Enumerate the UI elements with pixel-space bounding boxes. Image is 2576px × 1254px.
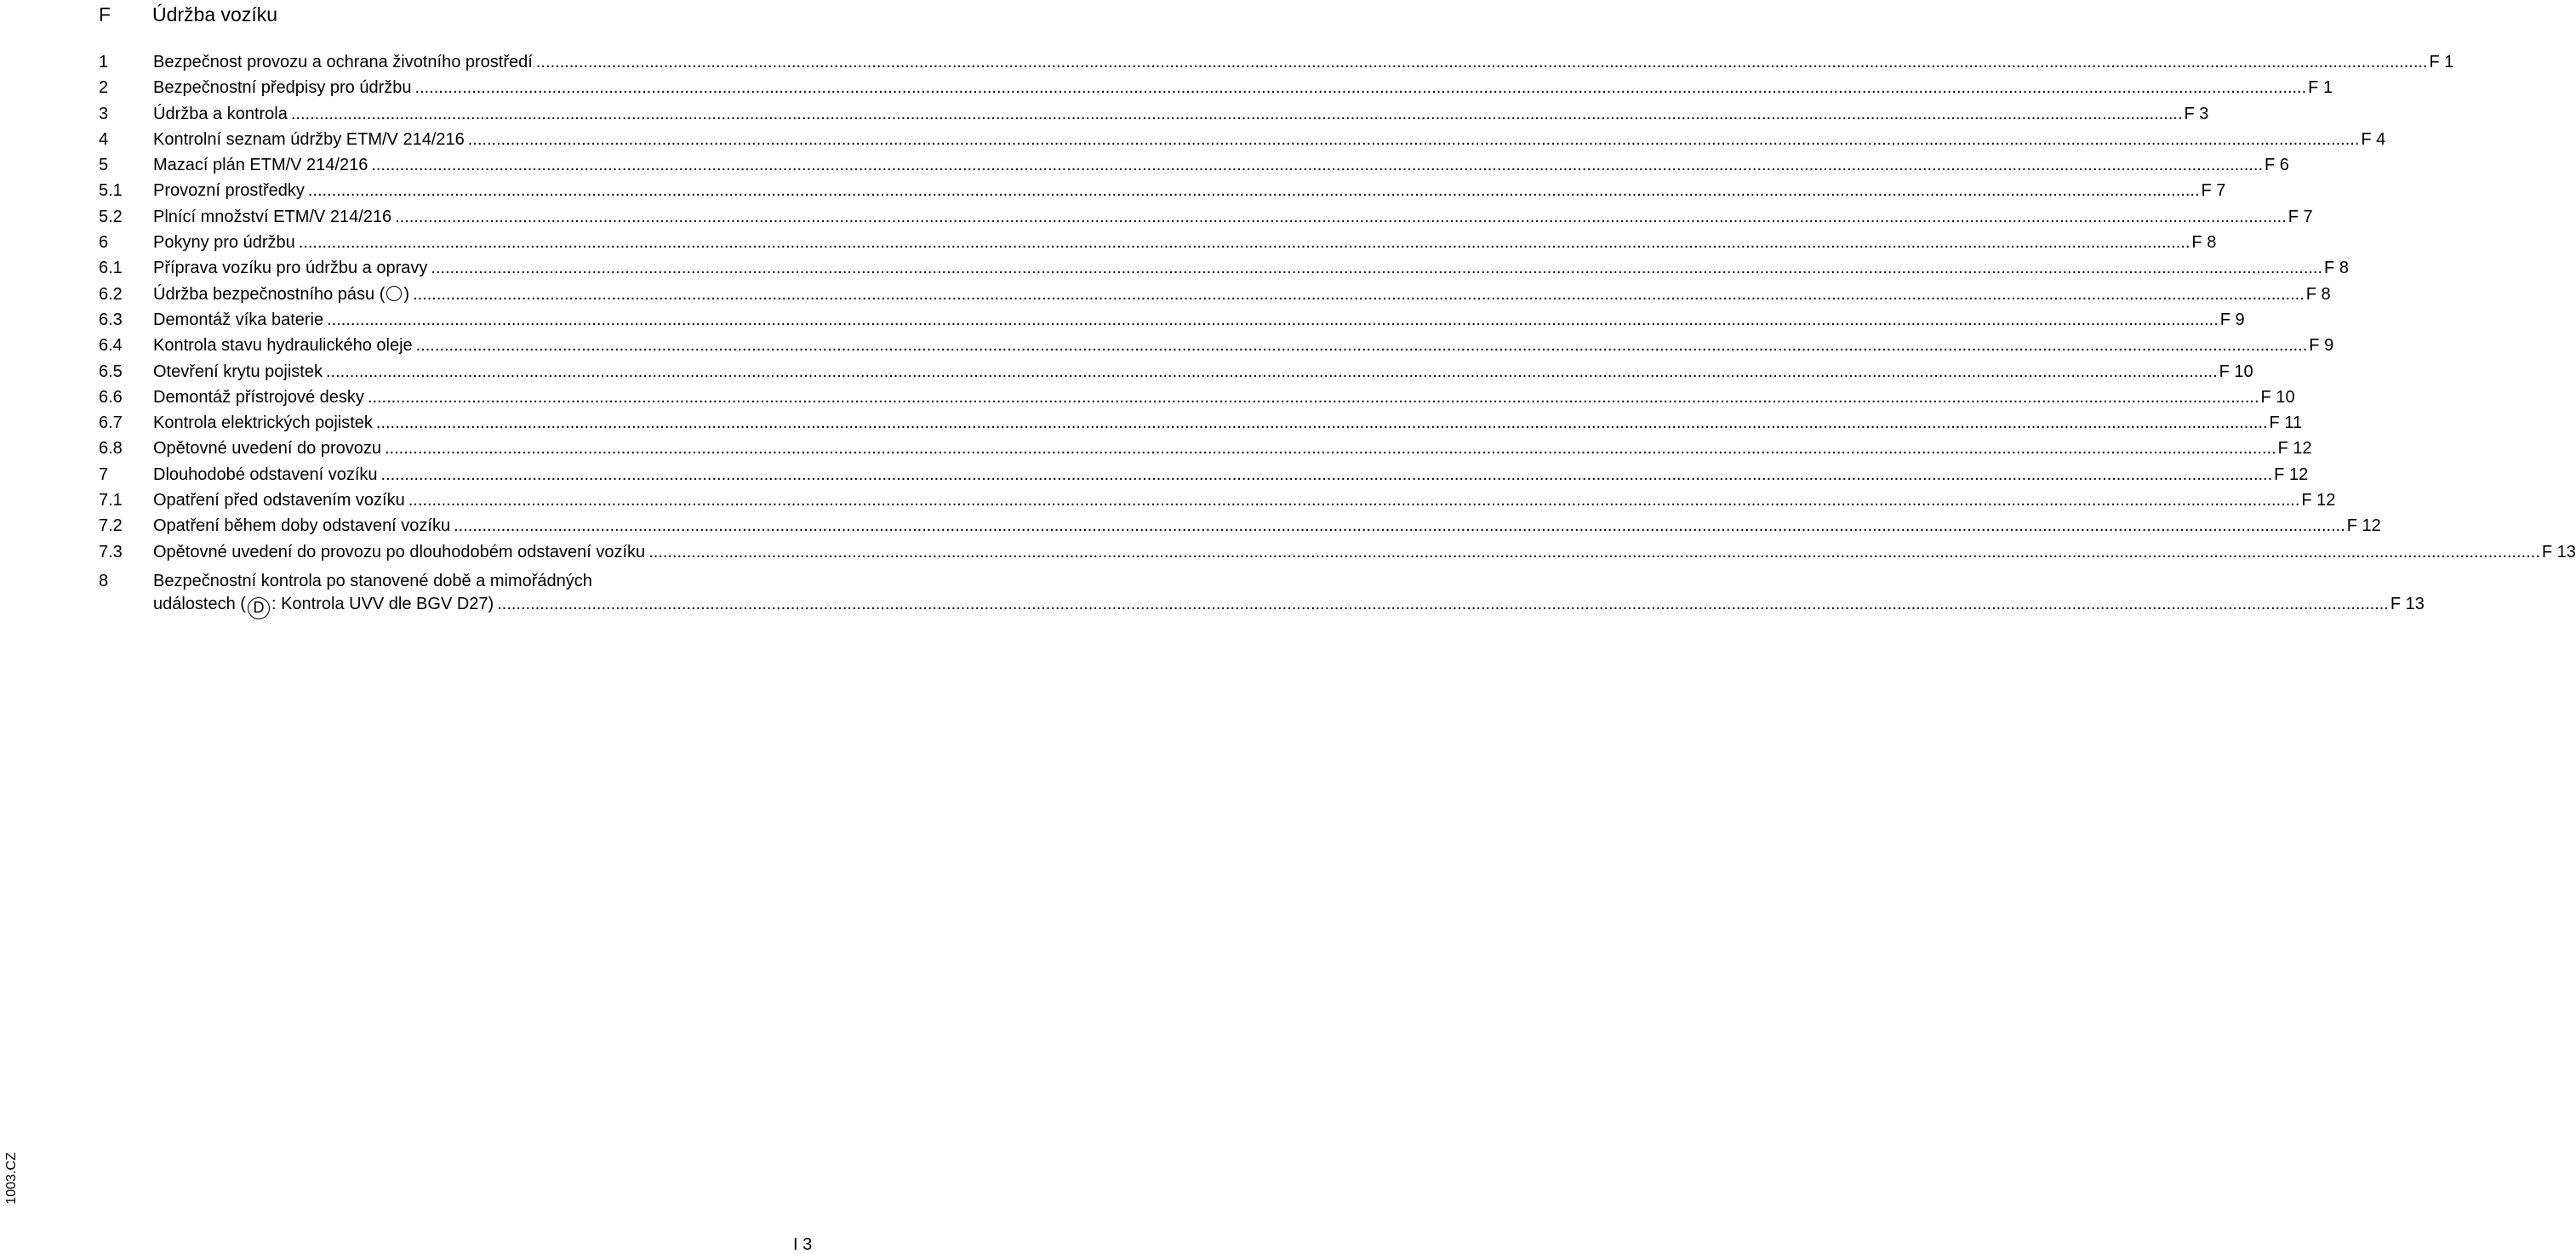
toc-entry-title-text: Otevření krytu pojistek: [153, 362, 323, 381]
toc-entry[interactable]: [0, 410, 2303, 436]
toc-entry-number: 4: [99, 129, 109, 149]
country-circle-icon: D: [248, 597, 270, 619]
toc-entry-title-text: Demontáž přístrojové desky: [153, 387, 364, 407]
toc-entry-title: [153, 334, 413, 356]
toc-entry-title-text: událostech (: [153, 594, 246, 613]
toc-entry[interactable]: [0, 565, 2425, 616]
toc-entry-title-text: Demontáž víka baterie: [153, 310, 324, 329]
toc-entry[interactable]: [0, 255, 2349, 281]
toc-entry-number: 1: [99, 53, 109, 71]
toc-entry-page: F 13: [2541, 542, 2576, 561]
document-code: [0, 1153, 24, 1204]
dot-leader: ................................................................................................................................................................................................................................................................................................................................................................................................................: [380, 465, 2273, 484]
toc-entry-number: 6.6: [99, 387, 123, 407]
dot-leader: ................................................................................................................................................................................................................................................................................................................................................................................................................: [413, 284, 2305, 304]
toc-entry-title: [153, 386, 364, 408]
dot-leader: ................................................................................................................................................................................................................................................................................................................................................................................................................: [395, 207, 2287, 226]
dot-leader: ................................................................................................................................................................................................................................................................................................................................................................................................................: [535, 53, 2428, 71]
toc-entry[interactable]: [0, 101, 2209, 127]
toc-entry-title-text: Údržba a kontrola: [153, 104, 288, 123]
dot-leader: ................................................................................................................................................................................................................................................................................................................................................................................................................: [431, 259, 2323, 278]
toc-entry-title-text: Provozní prostředky: [153, 181, 305, 201]
toc-entry-page: F 8: [2191, 233, 2217, 253]
toc-entry-title-suffix: : Kontrola UVV dle BGV D27): [271, 594, 494, 613]
toc-entry-title: [153, 593, 494, 619]
dot-leader: ................................................................................................................................................................................................................................................................................................................................................................................................................: [408, 491, 2300, 510]
page-number: I 3: [793, 1235, 813, 1254]
toc-entry[interactable]: [0, 539, 2576, 565]
toc-entry[interactable]: [0, 487, 2336, 513]
toc-entry-title: [153, 283, 409, 305]
toc-entry-title: [153, 437, 381, 459]
toc-entry-page: F 12: [2277, 439, 2312, 459]
toc-entry-title: [153, 51, 533, 73]
toc-entry[interactable]: [0, 307, 2245, 333]
toc-entry-title: [153, 309, 323, 331]
dot-leader: ................................................................................................................................................................................................................................................................................................................................................................................................................: [414, 78, 2307, 98]
toc-entry-number: 5: [99, 156, 109, 175]
toc-entry-title: [153, 206, 391, 228]
toc-entry[interactable]: [0, 75, 2333, 100]
toc-entry-number: 6.1: [99, 259, 123, 278]
toc-entry-title: [153, 128, 465, 151]
toc-entry-title-text: Plnící množství ETM/V 214/216: [153, 207, 392, 226]
toc-entry-title-text: Mazací plán ETM/V 214/216: [153, 156, 368, 175]
document-code-text: 1003.CZ: [4, 1152, 19, 1205]
toc-entry-title: [153, 257, 427, 279]
dot-leader: ................................................................................................................................................................................................................................................................................................................................................................................................................: [290, 104, 2183, 123]
toc-entry-title: [153, 515, 450, 537]
toc-entry-title: [153, 361, 323, 383]
dot-leader: ................................................................................................................................................................................................................................................................................................................................................................................................................: [298, 233, 2190, 253]
toc-entry[interactable]: [0, 127, 2386, 152]
dot-leader: ................................................................................................................................................................................................................................................................................................................................................................................................................: [497, 594, 2389, 613]
toc-entry-page: F 12: [2346, 516, 2381, 536]
toc-entry-title-text: Dlouhodobé odstavení vozíku: [153, 465, 378, 484]
toc-entry[interactable]: [0, 204, 2313, 230]
toc-entry-page: F 3: [2184, 104, 2209, 123]
dot-leader: ................................................................................................................................................................................................................................................................................................................................................................................................................: [648, 542, 2540, 561]
toc-entry-title: [153, 541, 645, 563]
toc-entry-page: F 8: [2324, 259, 2349, 278]
toc-entry-number: 7.3: [99, 542, 123, 561]
toc-entry-number: 6.4: [99, 336, 123, 356]
toc-entry-title-text: Opětovné uvedení do provozu: [153, 439, 381, 459]
toc-entry-page: F 1: [2308, 78, 2333, 98]
toc-entry-page: F 7: [2288, 207, 2313, 226]
toc-entry-title-text: Bezpečnost provozu a ochrana životního prostředí: [153, 53, 533, 71]
dot-leader: ................................................................................................................................................................................................................................................................................................................................................................................................................: [467, 129, 2360, 149]
toc-entry-title-text: Opětovné uvedení do provozu po dlouhodobém odstavení vozíku: [153, 542, 646, 561]
toc-entry-number: 8: [99, 571, 109, 590]
toc-entry[interactable]: [0, 513, 2381, 539]
toc-entry-page: F 4: [2361, 129, 2386, 149]
toc-entry-number: 2: [99, 78, 109, 98]
toc-entry-number: 6.7: [99, 413, 123, 433]
dot-leader: ................................................................................................................................................................................................................................................................................................................................................................................................................: [371, 156, 2264, 175]
toc-entry-page: F 13: [2390, 594, 2425, 613]
toc-entry-title-text: Kontrola stavu hydraulického oleje: [153, 336, 413, 356]
toc-entry-page: F 9: [2309, 336, 2334, 356]
toc-entry-page: F 9: [2219, 310, 2245, 329]
toc-entry-title-text: Údržba bezpečnostního pásu (: [153, 284, 386, 304]
chapter-letter: F: [99, 3, 111, 26]
toc-entry-title: [153, 103, 288, 125]
toc-entry-number: 5.1: [99, 181, 123, 201]
toc-entry-number: 5.2: [99, 207, 123, 226]
toc-entry[interactable]: [0, 230, 2217, 255]
dot-leader: ................................................................................................................................................................................................................................................................................................................................................................................................................: [327, 310, 2219, 329]
toc-entry-title: [153, 489, 405, 511]
toc-entry[interactable]: [0, 152, 2289, 178]
toc-entry-title-text: Kontrola elektrických pojistek: [153, 413, 373, 433]
toc-entry-page: F 7: [2201, 181, 2226, 201]
toc-entry-title: [153, 231, 295, 254]
dot-leader: ................................................................................................................................................................................................................................................................................................................................................................................................................: [375, 413, 2268, 433]
toc-entry-title-text: Pokyny pro údržbu: [153, 233, 295, 253]
toc-entry-number: 7.2: [99, 516, 123, 536]
toc-entry-number: 6: [99, 233, 109, 253]
toc-entry-number: 6.3: [99, 310, 123, 329]
chapter-title: Údržba vozíku: [152, 3, 278, 26]
toc-entry-title-text: Opatření během doby odstavení vozíku: [153, 516, 451, 536]
toc-entry-page: F 6: [2265, 156, 2289, 175]
dot-leader: ................................................................................................................................................................................................................................................................................................................................................................................................................: [415, 336, 2308, 356]
toc-entry-title: [153, 154, 368, 176]
toc-entry[interactable]: [0, 462, 2309, 487]
toc-entry[interactable]: [0, 385, 2295, 410]
toc-entry-number: 7.1: [99, 491, 123, 510]
table-of-contents: [0, 49, 2576, 616]
dot-leader: ................................................................................................................................................................................................................................................................................................................................................................................................................: [384, 439, 2276, 459]
toc-entry[interactable]: [0, 178, 2226, 203]
toc-entry-number: 7: [99, 465, 109, 484]
toc-entry[interactable]: [0, 49, 2454, 75]
toc-entry-number: 6.5: [99, 362, 123, 381]
toc-entry-number: 3: [99, 104, 109, 123]
toc-entry-title: [153, 464, 378, 486]
toc-entry-number: 6.2: [99, 284, 123, 304]
toc-entry[interactable]: [0, 436, 2312, 461]
toc-entry-title: [153, 412, 373, 434]
toc-entry-page: F 12: [2274, 465, 2309, 484]
toc-entry[interactable]: [0, 282, 2331, 307]
toc-entry-title-text: Bezpečnostní předpisy pro údržbu: [153, 78, 412, 98]
toc-entry-title-line1: Bezpečnostní kontrola po stanovené době a mimořádných: [153, 571, 592, 590]
toc-entry-page: F 8: [2305, 284, 2331, 304]
toc-entry-title: [153, 180, 305, 202]
toc-entry-page: F 10: [2219, 362, 2253, 381]
toc-entry-page: F 12: [2301, 491, 2336, 510]
dot-leader: ................................................................................................................................................................................................................................................................................................................................................................................................................: [454, 516, 2345, 536]
toc-entry-title-text: Kontrolní seznam údržby ETM/V 214/216: [153, 129, 465, 149]
toc-entry[interactable]: [0, 333, 2334, 358]
toc-entry-title-text: Příprava vozíku pro údržbu a opravy: [153, 259, 428, 278]
toc-entry-title-suffix: ): [403, 284, 410, 304]
toc-entry-title-text: Opatření před odstavením vozíku: [153, 491, 405, 510]
toc-entry[interactable]: [0, 359, 2253, 385]
toc-entry-number: 6.8: [99, 439, 123, 459]
toc-entry-page: F 1: [2429, 53, 2454, 71]
dot-leader: ................................................................................................................................................................................................................................................................................................................................................................................................................: [367, 387, 2259, 407]
toc-entry-page: F 11: [2269, 413, 2303, 433]
dot-leader: ................................................................................................................................................................................................................................................................................................................................................................................................................: [307, 181, 2200, 201]
toc-entry-title: [153, 77, 412, 99]
circle-symbol-icon: [386, 286, 402, 301]
dot-leader: ................................................................................................................................................................................................................................................................................................................................................................................................................: [325, 362, 2218, 381]
toc-entry-page: F 10: [2260, 387, 2295, 407]
